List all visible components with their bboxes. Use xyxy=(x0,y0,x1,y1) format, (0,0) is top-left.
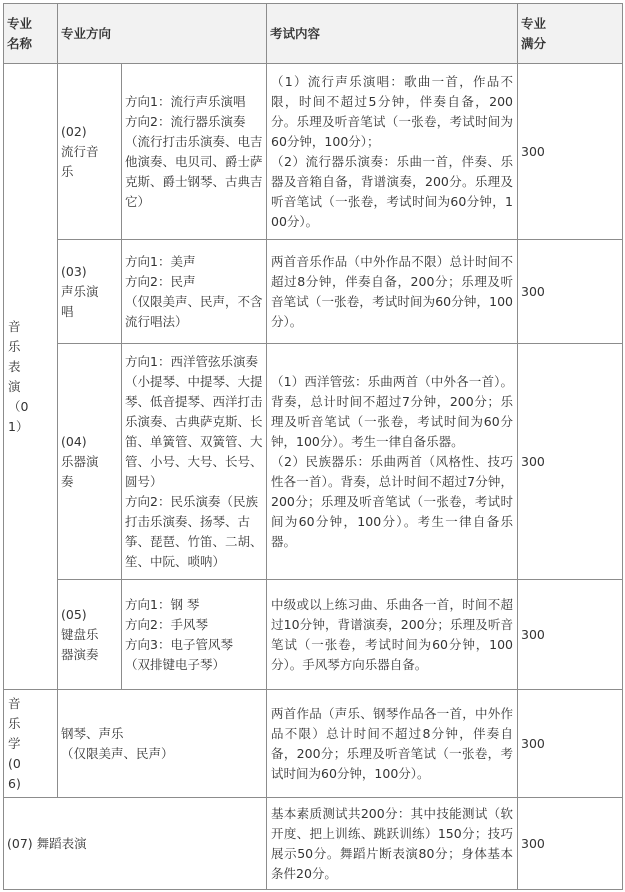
exam-content-cell: 中级或以上练习曲、乐曲各一首，时间不超过10分钟，背谱演奏，200分；乐理及听音笔试（一张卷，考试时间为60分钟，100分）。手风琴方向乐器自备。 xyxy=(267,580,518,690)
exam-content-cell: 基本素质测试共200分：其中技能测试（软开度、把上训练、跳跃训练）150分；技巧展示50分。舞蹈片断表演80分；身体基本条件20分。 xyxy=(267,798,518,890)
exam-table xyxy=(3,3,623,890)
directions-cell: 方向1：美声 方向2：民声 （仅限美声、民声，不含流行唱法） xyxy=(122,240,267,344)
score-cell: 300 xyxy=(518,798,623,890)
exam-content-cell: （1）流行声乐演唱：歌曲一首，作品不限，时间不超过5分钟，伴奏自备，200分。乐理及听音笔试（一张卷，考试时间为60分钟，100分）； （2）流行器乐演奏：乐曲一首，伴奏、乐器及音箱自备，背谱演奏，200分。乐理及听音笔试（一张卷，考试时间为60分钟，100分）。 xyxy=(267,64,518,240)
score-cell: 300 xyxy=(518,344,623,580)
directions-cell: 方向1：流行声乐演唱 方向2：流行器乐演奏 （流行打击乐演奏、电吉他演奏、电贝司、爵士萨克斯、爵士钢琴、古典吉它） xyxy=(122,64,267,240)
major-dance-performance: (07) 舞蹈表演 xyxy=(4,798,267,890)
exam-content-cell: （1）西洋管弦：乐曲两首（中外各一首）。背奏，总计时间不超过7分钟，200分；乐理及听音笔试（一张卷，考试时间为60分钟，100分）。考生一律自备乐器。 （2）民族器乐：乐曲两首（风格性、技巧性各一首）。背奏，总计时间不超过7分钟，200分；乐理及听音笔试（一张卷，考试时间为60分钟，100分）。考生一律自备乐器。 xyxy=(267,344,518,580)
header-exam-content: 考试内容 xyxy=(267,4,518,64)
sub-major-cell: 钢琴、声乐 （仅限美声、民声） xyxy=(58,690,267,798)
sub-major-cell: (04)乐器演奏 xyxy=(58,344,122,580)
sub-major-cell: (03)声乐演唱 xyxy=(58,240,122,344)
score-cell: 300 xyxy=(518,64,623,240)
header-direction: 专业方向 xyxy=(58,4,267,64)
sub-major-cell: (05)键盘乐器演奏 xyxy=(58,580,122,690)
header-full-score: 专业满分 xyxy=(518,4,623,64)
table-row xyxy=(4,690,623,798)
table-row xyxy=(4,580,623,690)
table-row xyxy=(4,798,623,890)
score-cell: 300 xyxy=(518,580,623,690)
directions-cell: 方向1：钢 琴 方向2：手风琴 方向3：电子管风琴 （双排键电子琴） xyxy=(122,580,267,690)
score-cell: 300 xyxy=(518,690,623,798)
score-cell: 300 xyxy=(518,240,623,344)
major-music-performance: 音乐表演（01） xyxy=(4,64,58,690)
exam-content-cell: 两首音乐作品（中外作品不限）总计时间不超过8分钟，伴奏自备，200分；乐理及听音笔试（一张卷，考试时间为60分钟，100分）。 xyxy=(267,240,518,344)
exam-content-cell: 两首作品（声乐、钢琴作品各一首，中外作品不限）总计时间不超过8分钟，伴奏自备，200分；乐理及听音笔试（一张卷，考试时间为60分钟，100分）。 xyxy=(267,690,518,798)
table-row xyxy=(4,344,623,580)
directions-cell: 方向1：西洋管弦乐演奏（小提琴、中提琴、大提琴、低音提琴、西洋打击乐演奏、古典萨克斯、长笛、单簧管、双簧管、大管、小号、大号、长号、圆号） 方向2：民乐演奏（民族打击乐演奏、扬琴、古筝、琵琶、竹笛、二胡、笙、中阮、唢呐） xyxy=(122,344,267,580)
major-musicology: 音乐学(06) xyxy=(4,690,58,798)
table-header-row xyxy=(4,4,623,64)
sub-major-cell: (02)流行音乐 xyxy=(58,64,122,240)
table-row xyxy=(4,64,623,240)
table-row xyxy=(4,240,623,344)
header-major-name: 专业名称 xyxy=(4,4,58,64)
